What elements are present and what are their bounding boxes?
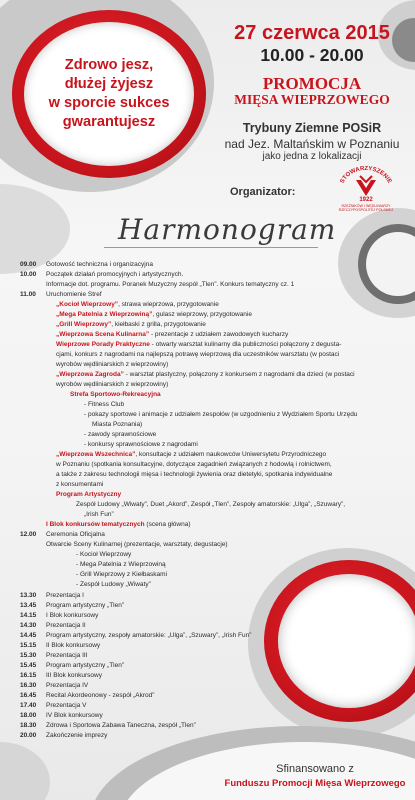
schedule-text: Początek działań promocyjnych i artystycznych.	[46, 271, 184, 278]
schedule-row	[20, 290, 400, 300]
zone-desc: cjami, konkurs z nagrodami na najlepszą potrawę wieprzową dla uczestników warsztatu (w postaci	[56, 351, 340, 358]
schedule-time: 11.00	[20, 291, 36, 298]
hero-slogan	[49, 56, 170, 132]
zone-name: „Mega Patelnia z Wieprzowiną”	[56, 311, 153, 318]
hero-line-1: Zdrowo jesz,	[64, 57, 154, 73]
schedule-row	[20, 701, 400, 711]
schedule-row	[20, 711, 400, 721]
schedule-text: Gotowość techniczna i organizacyjna	[46, 261, 153, 268]
schedule-row	[20, 530, 400, 540]
zone-name: „Wieprzowa Scena Kulinarna”	[56, 331, 150, 338]
opening-item: - Mega Patelnia z Wieprzowiną	[76, 561, 166, 568]
schedule-row	[20, 591, 400, 601]
schedule-row	[20, 611, 400, 621]
zone-desc: , konsultacje z udziałem naukowców Uniwersytetu Przyrodniczego	[135, 451, 327, 458]
funded-label: Sfinansowano z	[276, 763, 354, 775]
hero-line-4: gwarantujesz	[62, 114, 156, 130]
schedule-text: Recital Akordeonowy - zespół „Akrod”	[46, 691, 155, 699]
schedule-title: Harmonogram	[118, 213, 337, 246]
schedule-time: 16.45	[20, 691, 37, 699]
sport-item: - pokazy sportowe i animacje z udziałem zespołów (w uzgodnieniu z Wydziałem Sportu Urzędu	[84, 411, 358, 418]
zone-row	[20, 370, 400, 380]
zone-desc: a także z zakresu technologii mięsa i technologii żywienia oraz dietetyki, spotkania indywidualne	[56, 471, 333, 478]
logo-crown-icon	[360, 176, 372, 182]
schedule-text: Ceremonia Oficjalna	[46, 531, 105, 538]
zone-row	[20, 340, 400, 350]
schedule-time: 16.15	[20, 671, 37, 679]
schedule-list	[20, 260, 400, 741]
promo-title: PROMOCJA	[262, 74, 362, 93]
decor-circle-bottom-left	[0, 742, 50, 800]
zone-row	[20, 520, 400, 530]
schedule-row	[20, 641, 400, 651]
schedule-text: I Blok konkursowy	[46, 611, 99, 619]
program-bands: „Irish Fun”	[84, 511, 114, 518]
program-bands: Zespół Ludowy „Wiwaty”, Duet „Akord”, Zespół „Tlen”, Zespoły amatorskie: „Ulga”, „Szuwary”,	[76, 501, 346, 508]
event-address: nad Jez. Maltańskim w Poznaniu	[224, 137, 400, 151]
organizer-label: Organizator:	[230, 186, 296, 198]
schedule-time: 15.30	[20, 651, 37, 659]
organizer-logo-emblem	[330, 166, 402, 200]
opening-item: - Zespół Ludowy „Wiwaty”	[76, 581, 151, 588]
schedule-row	[20, 601, 400, 611]
schedule-text: Uruchomienie Stref	[46, 291, 102, 298]
zone-desc: (scena główna)	[144, 521, 191, 528]
funding-source: Funduszu Promocji Mięsa Wieprzowego	[224, 778, 406, 789]
schedule-time: 13.45	[20, 601, 37, 609]
hero-red-circle	[12, 10, 206, 178]
schedule-text: Prezentacja IV	[46, 681, 89, 689]
zone-row	[20, 490, 400, 500]
event-hours: 10.00 - 20.00	[260, 45, 364, 65]
schedule-text: Program artystyczny „Tlen”	[46, 661, 125, 669]
schedule-row	[20, 280, 400, 290]
schedule-time: 15.45	[20, 661, 37, 669]
schedule-time: 18.30	[20, 721, 37, 729]
schedule-row	[20, 631, 400, 641]
hero-white-circle	[24, 22, 194, 166]
zone-desc: , kiełbaski z grilla, przygotowanie	[111, 321, 206, 328]
schedule-row	[20, 731, 400, 741]
promo-subtitle: MIĘSA WIEPRZOWEGO	[234, 92, 390, 107]
zone-row	[20, 300, 400, 310]
schedule-row	[20, 671, 400, 681]
zone-row	[20, 390, 400, 400]
schedule-time: 20.00	[20, 731, 37, 739]
opening-item: - Grill Wieprzowy z Kiełbaskami	[76, 571, 168, 578]
zone-name: „Grill Wieprzowy”	[56, 321, 112, 328]
schedule-text: III Blok konkursowy	[46, 671, 102, 679]
schedule-row	[20, 661, 400, 671]
schedule-time: 13.30	[20, 591, 37, 599]
zone-name: I Blok konkursów tematycznych	[46, 521, 145, 528]
schedule-text: Zdrowa i Sportowa Zabawa Taneczna, zespół „Tlen”	[46, 721, 196, 729]
logo-year: 1922	[359, 197, 373, 203]
schedule-time: 10.00	[20, 271, 37, 278]
schedule-time: 14.15	[20, 611, 37, 619]
zone-row	[20, 450, 400, 460]
schedule-row	[20, 621, 400, 631]
schedule-text: Program artystyczny, zespoły amatorskie: „Ulga”, „Szuwary”, „Irish Fun”	[46, 631, 252, 639]
schedule-time: 17.40	[20, 701, 37, 709]
event-date: 27 czerwca 2015	[234, 22, 390, 44]
schedule-text: Informacje dot. programu. Poranek Muzyczny zespół „Tlen”. Konkurs tematyczny cz. 1	[46, 281, 295, 288]
sport-item: - zawody sprawnościowe	[84, 431, 157, 438]
zone-name: Program Artystyczny	[56, 491, 122, 498]
schedule-time: 12.00	[20, 531, 37, 538]
organizer-logo	[330, 166, 402, 224]
hero-line-3: w sporcie sukces	[48, 95, 170, 111]
schedule-text: Prezentacja V	[46, 701, 87, 709]
zone-name: Wieprzowe Porady Praktyczne	[56, 341, 150, 348]
sport-item: - konkursy sprawnościowe z nagrodami	[84, 441, 198, 448]
schedule-time: 14.45	[20, 631, 37, 639]
zone-row	[20, 330, 400, 340]
schedule-text: Zakończenie imprezy	[46, 731, 108, 739]
schedule-title-underline	[104, 247, 318, 248]
zone-desc: w Poznaniu (spotkania konsultacyjne, dotyczące zagadnień związanych z hodowlą i rolnictwem,	[56, 461, 332, 468]
logo-name	[334, 204, 398, 213]
schedule-row	[20, 651, 400, 661]
schedule-row	[20, 721, 400, 731]
zone-name: „Wieprzowa Zagroda”	[56, 371, 124, 378]
logo-name-line-2: RZECZYPOSPOLITEJ POLSKIEJ	[338, 208, 394, 213]
schedule-time: 16.30	[20, 681, 37, 689]
logo-name-line-1: RZEŹNIKÓW I WĘDLINIARZY	[341, 204, 391, 208]
zone-name: Strefa Sportowo-Rekreacyjna	[70, 391, 161, 398]
opening-item: - Kocioł Wieprzowy	[76, 551, 132, 558]
zone-desc: - warsztat plastyczny, połączony z konkursem z nagrodami dla dzieci (w postaci	[123, 371, 355, 378]
zone-name: „Kocioł Wieprzowy”	[56, 301, 119, 308]
schedule-text: IV Blok konkursowy	[46, 711, 103, 719]
sport-item: Miasta Poznania)	[92, 421, 143, 428]
zone-desc: wyrobów wędliniarskich z wieprzowiny)	[56, 361, 169, 368]
sport-item: - Fitness Club	[84, 401, 125, 408]
logo-arc-text: STOWARZYSZENIE	[339, 166, 393, 185]
schedule-time: 15.15	[20, 641, 37, 649]
schedule-text: Otwarcie Sceny Kulinarnej (prezentacje, warsztaty, degustacje)	[46, 541, 228, 548]
schedule-text: II Blok konkursowy	[46, 641, 101, 649]
schedule-row	[20, 270, 400, 280]
zone-desc: , strawa wieprzowa, przygotowanie	[118, 301, 219, 308]
zone-desc: wyrobów wędliniarskich z wieprzowiny)	[56, 381, 169, 388]
zone-row	[20, 320, 400, 330]
zone-desc: , gulasz wieprzowy, przygotowanie	[152, 311, 252, 318]
zone-row	[20, 310, 400, 320]
event-venue: Trybuny Ziemne POSiR	[242, 121, 382, 135]
zone-desc: z konsumentami	[56, 481, 104, 488]
schedule-row	[20, 260, 400, 270]
schedule-text: Prezentacja I	[46, 591, 84, 599]
schedule-row	[20, 681, 400, 691]
schedule-row	[20, 691, 400, 701]
schedule-time: 14.30	[20, 621, 37, 629]
schedule-time: 09.00	[20, 261, 37, 268]
event-address-note: jako jedna z lokalizacji	[262, 151, 362, 162]
zone-desc: - otwarty warsztat kulinarny dla publiczności połączony z degusta-	[149, 341, 342, 348]
schedule-text: Prezentacja III	[46, 651, 88, 659]
schedule-text: Prezentacja II	[46, 621, 86, 629]
zone-name: „Wieprzowa Wszechnica”	[56, 451, 136, 458]
hero-line-2: dłużej żyjesz	[64, 76, 154, 92]
schedule-time: 18.00	[20, 711, 37, 719]
schedule-text: Program artystyczny „Tlen”	[46, 601, 125, 609]
zone-desc: - prezentacje z udziałem zawodowych kucharzy	[149, 331, 289, 338]
